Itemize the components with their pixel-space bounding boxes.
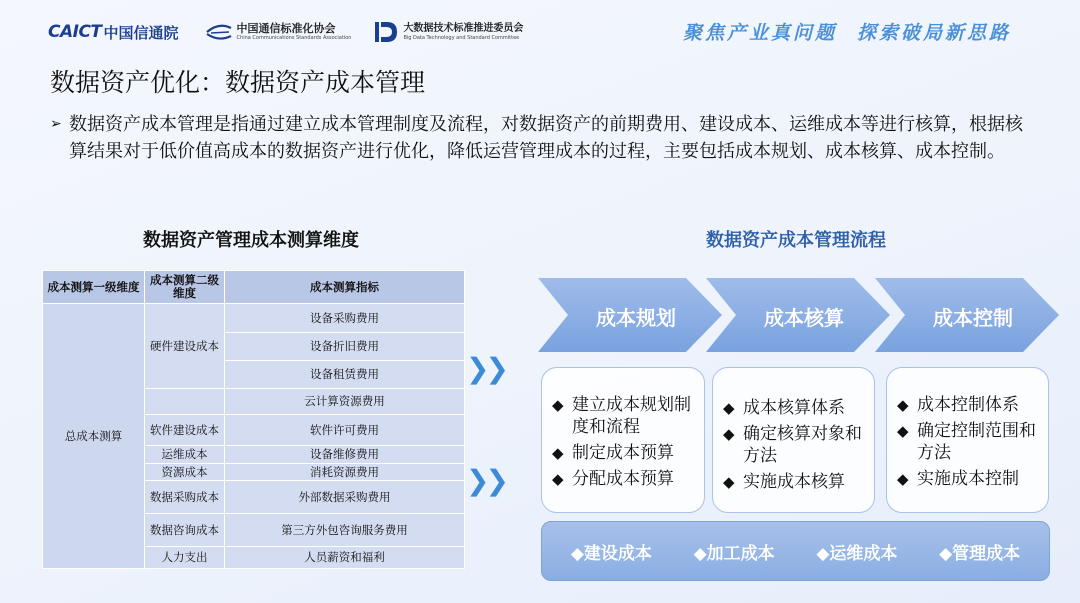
list-item: ◆ 实施成本控制 xyxy=(897,468,1042,490)
cost-categories-bar xyxy=(541,521,1050,581)
bdc-name-cn: 大数据技术标准推进委员会 xyxy=(403,22,524,34)
arrow-icon-lower: ❯❯ xyxy=(466,464,505,497)
level2-cell: 资源成本 xyxy=(145,464,225,481)
bdc-name-en: Big Data Technology and Standard Committee xyxy=(403,34,520,41)
list-item: ◆ 分配成本预算 xyxy=(552,468,698,490)
list-item: ◆ 建立成本规划制度和流程 xyxy=(552,394,698,438)
header-level2: 成本测算二级维度 xyxy=(145,271,225,304)
indicator-cell: 外部数据采购费用 xyxy=(225,481,465,514)
page-title: 数据资产优化：数据资产成本管理 xyxy=(50,68,426,97)
intro-text: 数据资产成本管理是指通过建立成本管理制度及流程，对数据资产的前期费用、建设成本、运维成本等进行核算，根据核算结果对于低价值高成本的数据资产进行优化，降低运营管理成本的过程，主要包括成本规划、成本核算、成本控制。 xyxy=(69,114,1023,162)
level2-cell: 运维成本 xyxy=(145,446,225,464)
level2-cell: 数据咨询成本 xyxy=(145,514,225,547)
ccsa-name-cn: 中国通信标准化协会 xyxy=(236,22,336,35)
level2-cell: 数据采购成本 xyxy=(145,481,225,514)
list-item: ◆ 成本核算体系 xyxy=(723,397,868,419)
step-label: 成本规划 xyxy=(596,306,676,330)
level2-cell: 硬件建设成本 xyxy=(145,304,225,389)
indicator-cell: 人员薪资和福利 xyxy=(225,547,465,569)
category-management: ◆管理成本 xyxy=(939,543,1021,564)
intro-bullet xyxy=(50,111,1040,165)
level2-cell: 人力支出 xyxy=(145,547,225,569)
ccsa-logo xyxy=(205,22,352,42)
table-header-row xyxy=(43,271,465,304)
level2-cell: 软件建设成本 xyxy=(145,415,225,446)
slogan-part-2: 探索破局新思路 xyxy=(857,22,1012,44)
process-heading: 数据资产成本管理流程 xyxy=(706,230,886,251)
category-processing: ◆加工成本 xyxy=(693,543,775,564)
bdc-logo xyxy=(373,19,523,45)
step-box-accounting xyxy=(712,367,875,513)
step-box-planning xyxy=(541,367,705,513)
indicator-cell: 第三方外包咨询服务费用 xyxy=(225,514,465,547)
table-row xyxy=(43,304,465,333)
bdc-mark-icon xyxy=(373,19,399,45)
level2-cell xyxy=(145,389,225,415)
step-box-control xyxy=(886,367,1049,513)
header-logos xyxy=(48,16,523,48)
arrow-icon-upper: ❯❯ xyxy=(466,352,505,385)
step-chevron-accounting xyxy=(706,278,890,352)
list-item: ◆ 制定成本预算 xyxy=(552,442,698,464)
step-label: 成本核算 xyxy=(764,306,844,330)
indicator-cell: 设备采购费用 xyxy=(225,304,465,333)
step-chevron-control xyxy=(875,278,1059,352)
indicator-cell: 消耗资源费用 xyxy=(225,464,465,481)
table-heading: 数据资产管理成本测算维度 xyxy=(143,230,359,251)
header-level1: 成本测算一级维度 xyxy=(43,271,145,304)
bullet-arrow-icon: ➢ xyxy=(50,116,62,132)
level1-cell: 总成本测算 xyxy=(43,304,145,569)
caict-logo-cn: 中国信通院 xyxy=(103,23,179,42)
list-item: ◆ 成本控制体系 xyxy=(897,394,1042,416)
category-operations: ◆运维成本 xyxy=(816,543,898,564)
indicator-cell: 设备租赁费用 xyxy=(225,361,465,389)
category-construction: ◆建设成本 xyxy=(570,543,652,564)
cost-dimension-table xyxy=(42,270,465,569)
ccsa-mark-icon xyxy=(205,22,233,42)
caict-logo xyxy=(48,22,179,43)
indicator-cell: 设备维修费用 xyxy=(225,446,465,464)
list-item: ◆ 确定控制范围和方法 xyxy=(897,420,1042,464)
header-indicator: 成本测算指标 xyxy=(225,271,465,304)
list-item: ◆ 实施成本核算 xyxy=(723,471,868,493)
indicator-cell: 云计算资源费用 xyxy=(225,389,465,415)
step-label: 成本控制 xyxy=(933,306,1013,330)
slogan xyxy=(683,18,1011,45)
caict-logo-en: CAICT xyxy=(48,22,102,42)
list-item: ◆ 确定核算对象和方法 xyxy=(723,423,868,467)
indicator-cell: 软件许可费用 xyxy=(225,415,465,446)
ccsa-name-en: China Communications Standards Association xyxy=(236,35,352,41)
slogan-part-1: 聚焦产业真问题 xyxy=(683,22,838,44)
step-chevron-planning xyxy=(538,278,722,352)
indicator-cell: 设备折旧费用 xyxy=(225,333,465,361)
